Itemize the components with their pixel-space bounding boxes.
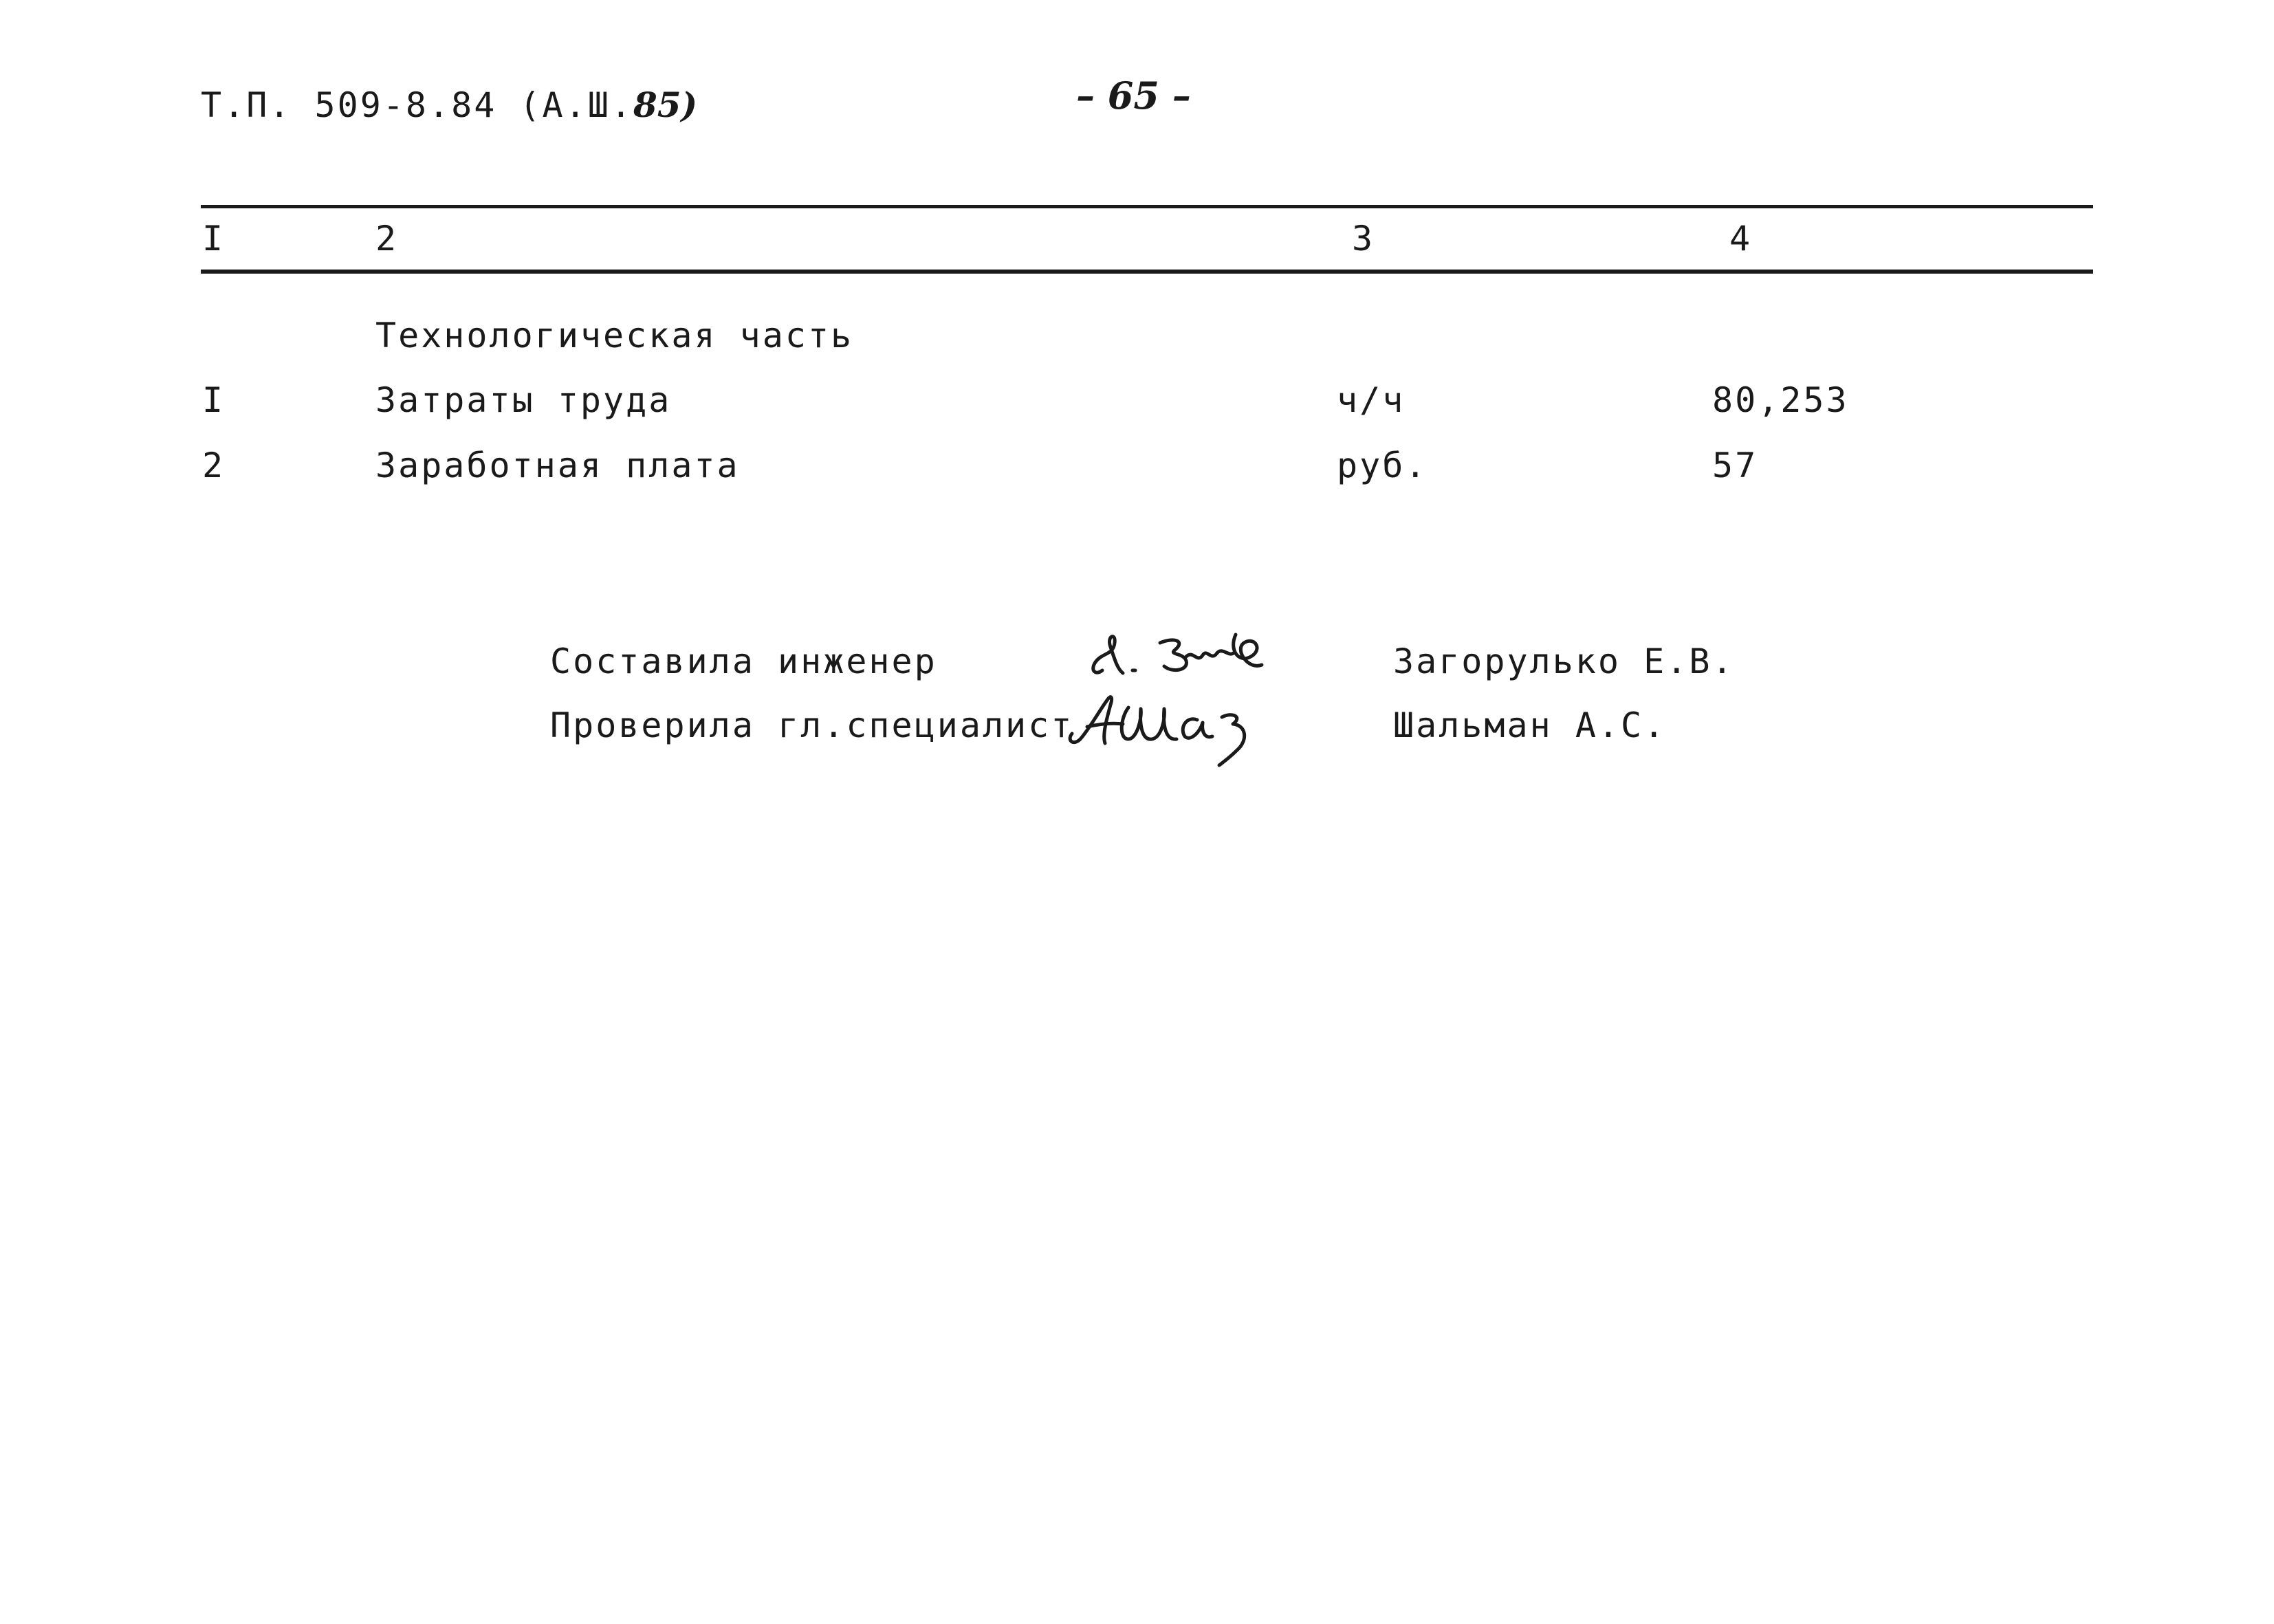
column-number-2: 2 [375, 219, 399, 259]
doc-code-typed: Т.П. 509-8.84 (А.Ш. [201, 85, 633, 125]
signature-compiler [1083, 622, 1289, 691]
compiled-by-role: Составила инженер [550, 641, 937, 681]
column-number-4: 4 [1729, 219, 1753, 259]
checked-by-name: Шальман А.С. [1393, 705, 1667, 745]
table-row-2-name: Заработная плата [375, 446, 740, 485]
table-row-1-value: 80,253 [1712, 380, 1849, 420]
signature-checker [1062, 684, 1296, 770]
checked-by-role: Проверила гл.специалист [550, 705, 1074, 745]
table-row-2-num: 2 [202, 446, 226, 485]
table-row-1-name: Затраты труда [375, 380, 672, 420]
table-top-rule [201, 205, 2093, 208]
compiled-by-name: Загорулько Е.В. [1393, 641, 1735, 681]
section-title: Технологическая часть [375, 316, 854, 355]
doc-code-handwritten: 85) [633, 85, 698, 125]
table-row-2-unit: руб. [1337, 446, 1428, 485]
doc-code [201, 85, 698, 125]
table-header-bottom-rule [201, 270, 2093, 274]
table-row-1-unit: ч/ч [1337, 380, 1406, 420]
table-row-2-value: 57 [1712, 446, 1758, 485]
column-number-3: 3 [1352, 219, 1375, 259]
table-row-1-num: I [202, 380, 226, 420]
page-number: – 65 – [1076, 74, 1191, 118]
column-number-1: I [202, 219, 226, 259]
